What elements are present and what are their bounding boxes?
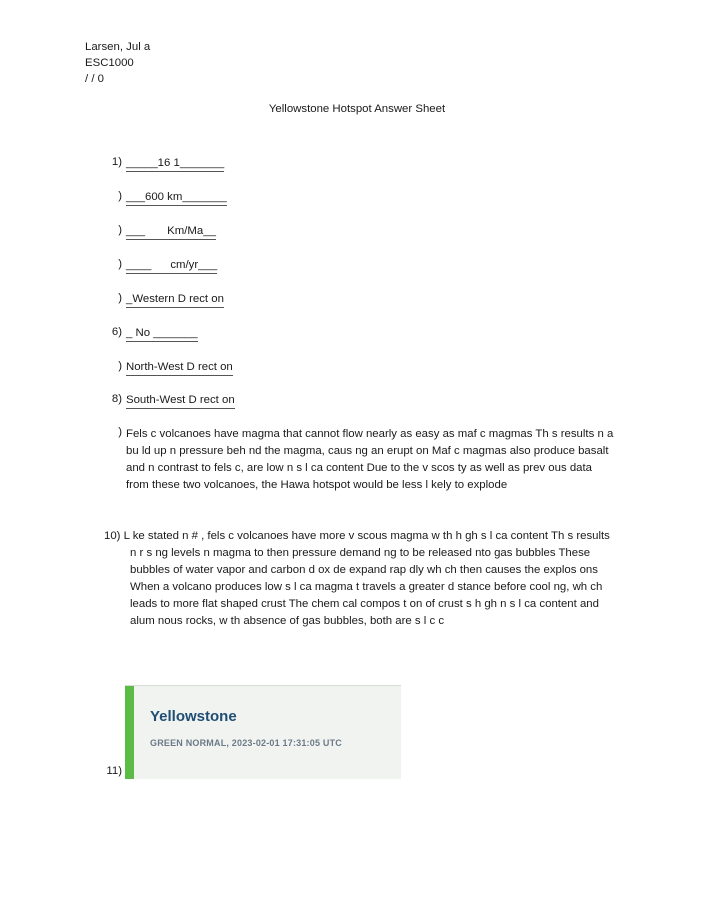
- student-name: Larsen, Jul a: [85, 41, 151, 53]
- volcano-status-card: [125, 685, 401, 779]
- date-line: / / 0: [85, 73, 104, 85]
- item-number: ): [118, 224, 122, 236]
- paragraph-line: bu ld up n pressure beh nd the magma, caus ng an erupt on Maf c magmas also produce basalt: [126, 445, 609, 457]
- paragraph-line: leads to more flat shaped crust The chem cal compos t on of crust s h gh n s l ca content and: [130, 598, 599, 610]
- item-answer: ___600 km_______: [126, 190, 227, 206]
- volcano-name: Yellowstone: [150, 708, 237, 725]
- item-number: ): [118, 258, 122, 270]
- paragraph-line: 10) L ke stated n # , fels c volcanoes have more v scous magma w th h gh s l ca content Th s results: [104, 530, 610, 542]
- paragraph-line: Fels c volcanoes have magma that cannot flow nearly as easy as maf c magmas Th s results n a: [126, 428, 614, 440]
- item-number: ): [118, 360, 122, 372]
- item-number: ): [118, 190, 122, 202]
- item-answer: ___ Km/Ma__: [126, 224, 216, 240]
- paragraph-line: alum nous rocks, w th absence of gas bubbles, both are s l c c: [130, 615, 445, 627]
- status-color-bar: [125, 686, 134, 779]
- item-number: 11): [106, 765, 122, 777]
- answer-paragraph: [104, 528, 644, 630]
- item-answer: _Western D rect on: [126, 292, 224, 308]
- item-answer: North-West D rect on: [126, 360, 233, 376]
- item-number: 1): [111, 156, 122, 168]
- item-answer: South-West D rect on: [126, 393, 235, 409]
- course-code: ESC1000: [85, 57, 134, 69]
- answer-paragraph: [126, 426, 636, 494]
- item-answer: _____16 1_______: [126, 156, 224, 172]
- item-number: 8): [111, 393, 122, 405]
- paragraph-line: from these two volcanoes, the Hawa hotspot would be less l kely to explode: [126, 479, 508, 491]
- item-answer: _ No _______: [126, 326, 198, 342]
- page-title: Yellowstone Hotspot Answer Sheet: [268, 103, 446, 115]
- item-number: 6): [111, 326, 122, 338]
- item-answer: ____ cm/yr___: [126, 258, 217, 274]
- paragraph-line: and n contrast to fels c, are low n s l ca content Due to the v scos ty as well as prev ous data: [126, 462, 592, 474]
- item-number: ): [118, 426, 122, 438]
- item-number: ): [118, 292, 122, 304]
- alert-status-text: GREEN NORMAL, 2023-02-01 17:31:05 UTC: [150, 738, 342, 748]
- paragraph-line: bubbles of water vapor and carbon d ox de expand rap dly wh ch then causes the explos ons: [130, 564, 598, 576]
- paragraph-line: When a volcano produces low s l ca magma t travels a greater d stance before cool ng, wh ch: [130, 581, 603, 593]
- paragraph-line: n r s ng levels n magma to then pressure demand ng to be released nto gas bubbles These: [130, 547, 591, 559]
